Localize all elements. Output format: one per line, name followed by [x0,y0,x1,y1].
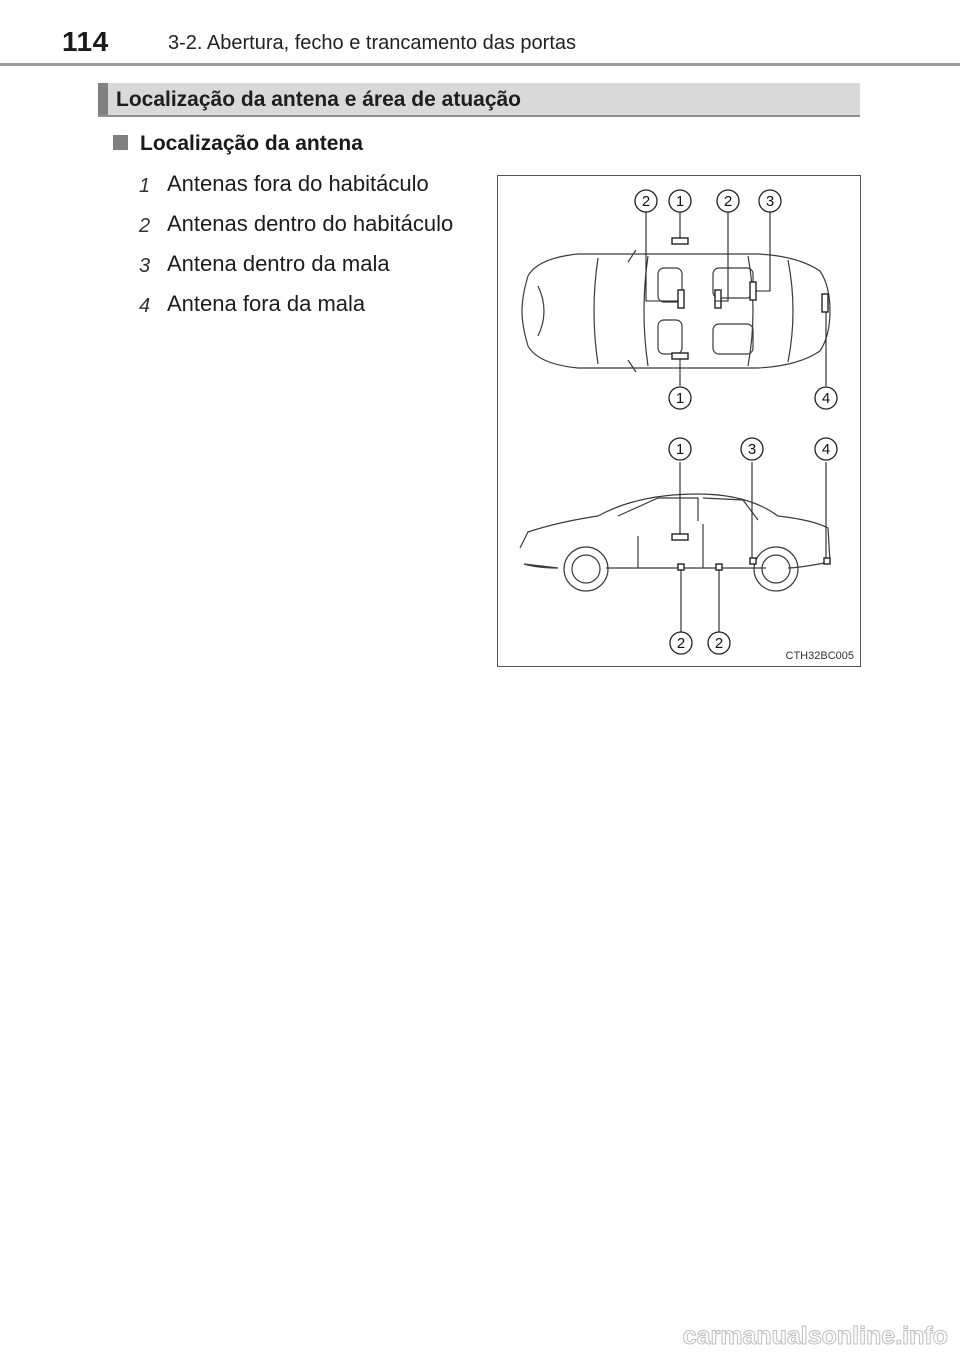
car-antenna-diagram [498,176,862,668]
svg-text:3: 3 [139,255,151,276]
figure-code: CTH32BC005 [785,650,854,662]
watermark-logo [652,1318,952,1352]
callout-label: 1 [675,193,685,210]
subheading [113,132,363,156]
callout-label: 1 [675,390,685,407]
svg-text:4: 4 [139,295,151,316]
list-item [136,251,390,277]
callout-label: 4 [821,390,831,407]
callout-label: 2 [714,635,724,652]
subheading-text: Localização da antena [140,132,363,155]
callout-circles [635,190,837,654]
list-item-text: Antena dentro da mala [167,251,390,276]
page-number: 114 [62,26,109,57]
antenna-location-figure [497,175,861,667]
callout-label: 3 [765,193,775,210]
svg-text:carmanualsonline.info: carmanualsonline.info [682,1322,948,1350]
section-title-bar [98,83,860,117]
section-title: Localização da antena e área de atuação [116,88,522,111]
callout-leaders [646,212,826,632]
callout-label: 2 [641,193,651,210]
section-title-accent [98,83,108,115]
number-marker-icon [136,214,154,234]
car-side-view [520,494,830,591]
list-item-text: Antenas fora do habitáculo [167,171,429,196]
list-item [136,291,365,317]
square-bullet-icon [113,135,128,150]
svg-text:2: 2 [139,215,151,236]
list-item-text: Antena fora da mala [167,291,366,316]
list-item-text: Antenas dentro do habitáculo [167,211,454,236]
callout-label: 4 [821,441,831,458]
list-item [136,211,453,237]
callout-label: 1 [675,441,685,458]
running-header: 3-2. Abertura, fecho e trancamento das portas [168,32,577,54]
callout-label: 2 [676,635,686,652]
number-marker-icon [136,294,154,314]
header-rule [0,63,960,66]
number-marker-icon [136,174,154,194]
list-item [136,171,429,197]
number-marker-icon [136,254,154,274]
callout-label: 3 [747,441,757,458]
svg-text:1: 1 [139,175,151,196]
callout-label: 2 [723,193,733,210]
